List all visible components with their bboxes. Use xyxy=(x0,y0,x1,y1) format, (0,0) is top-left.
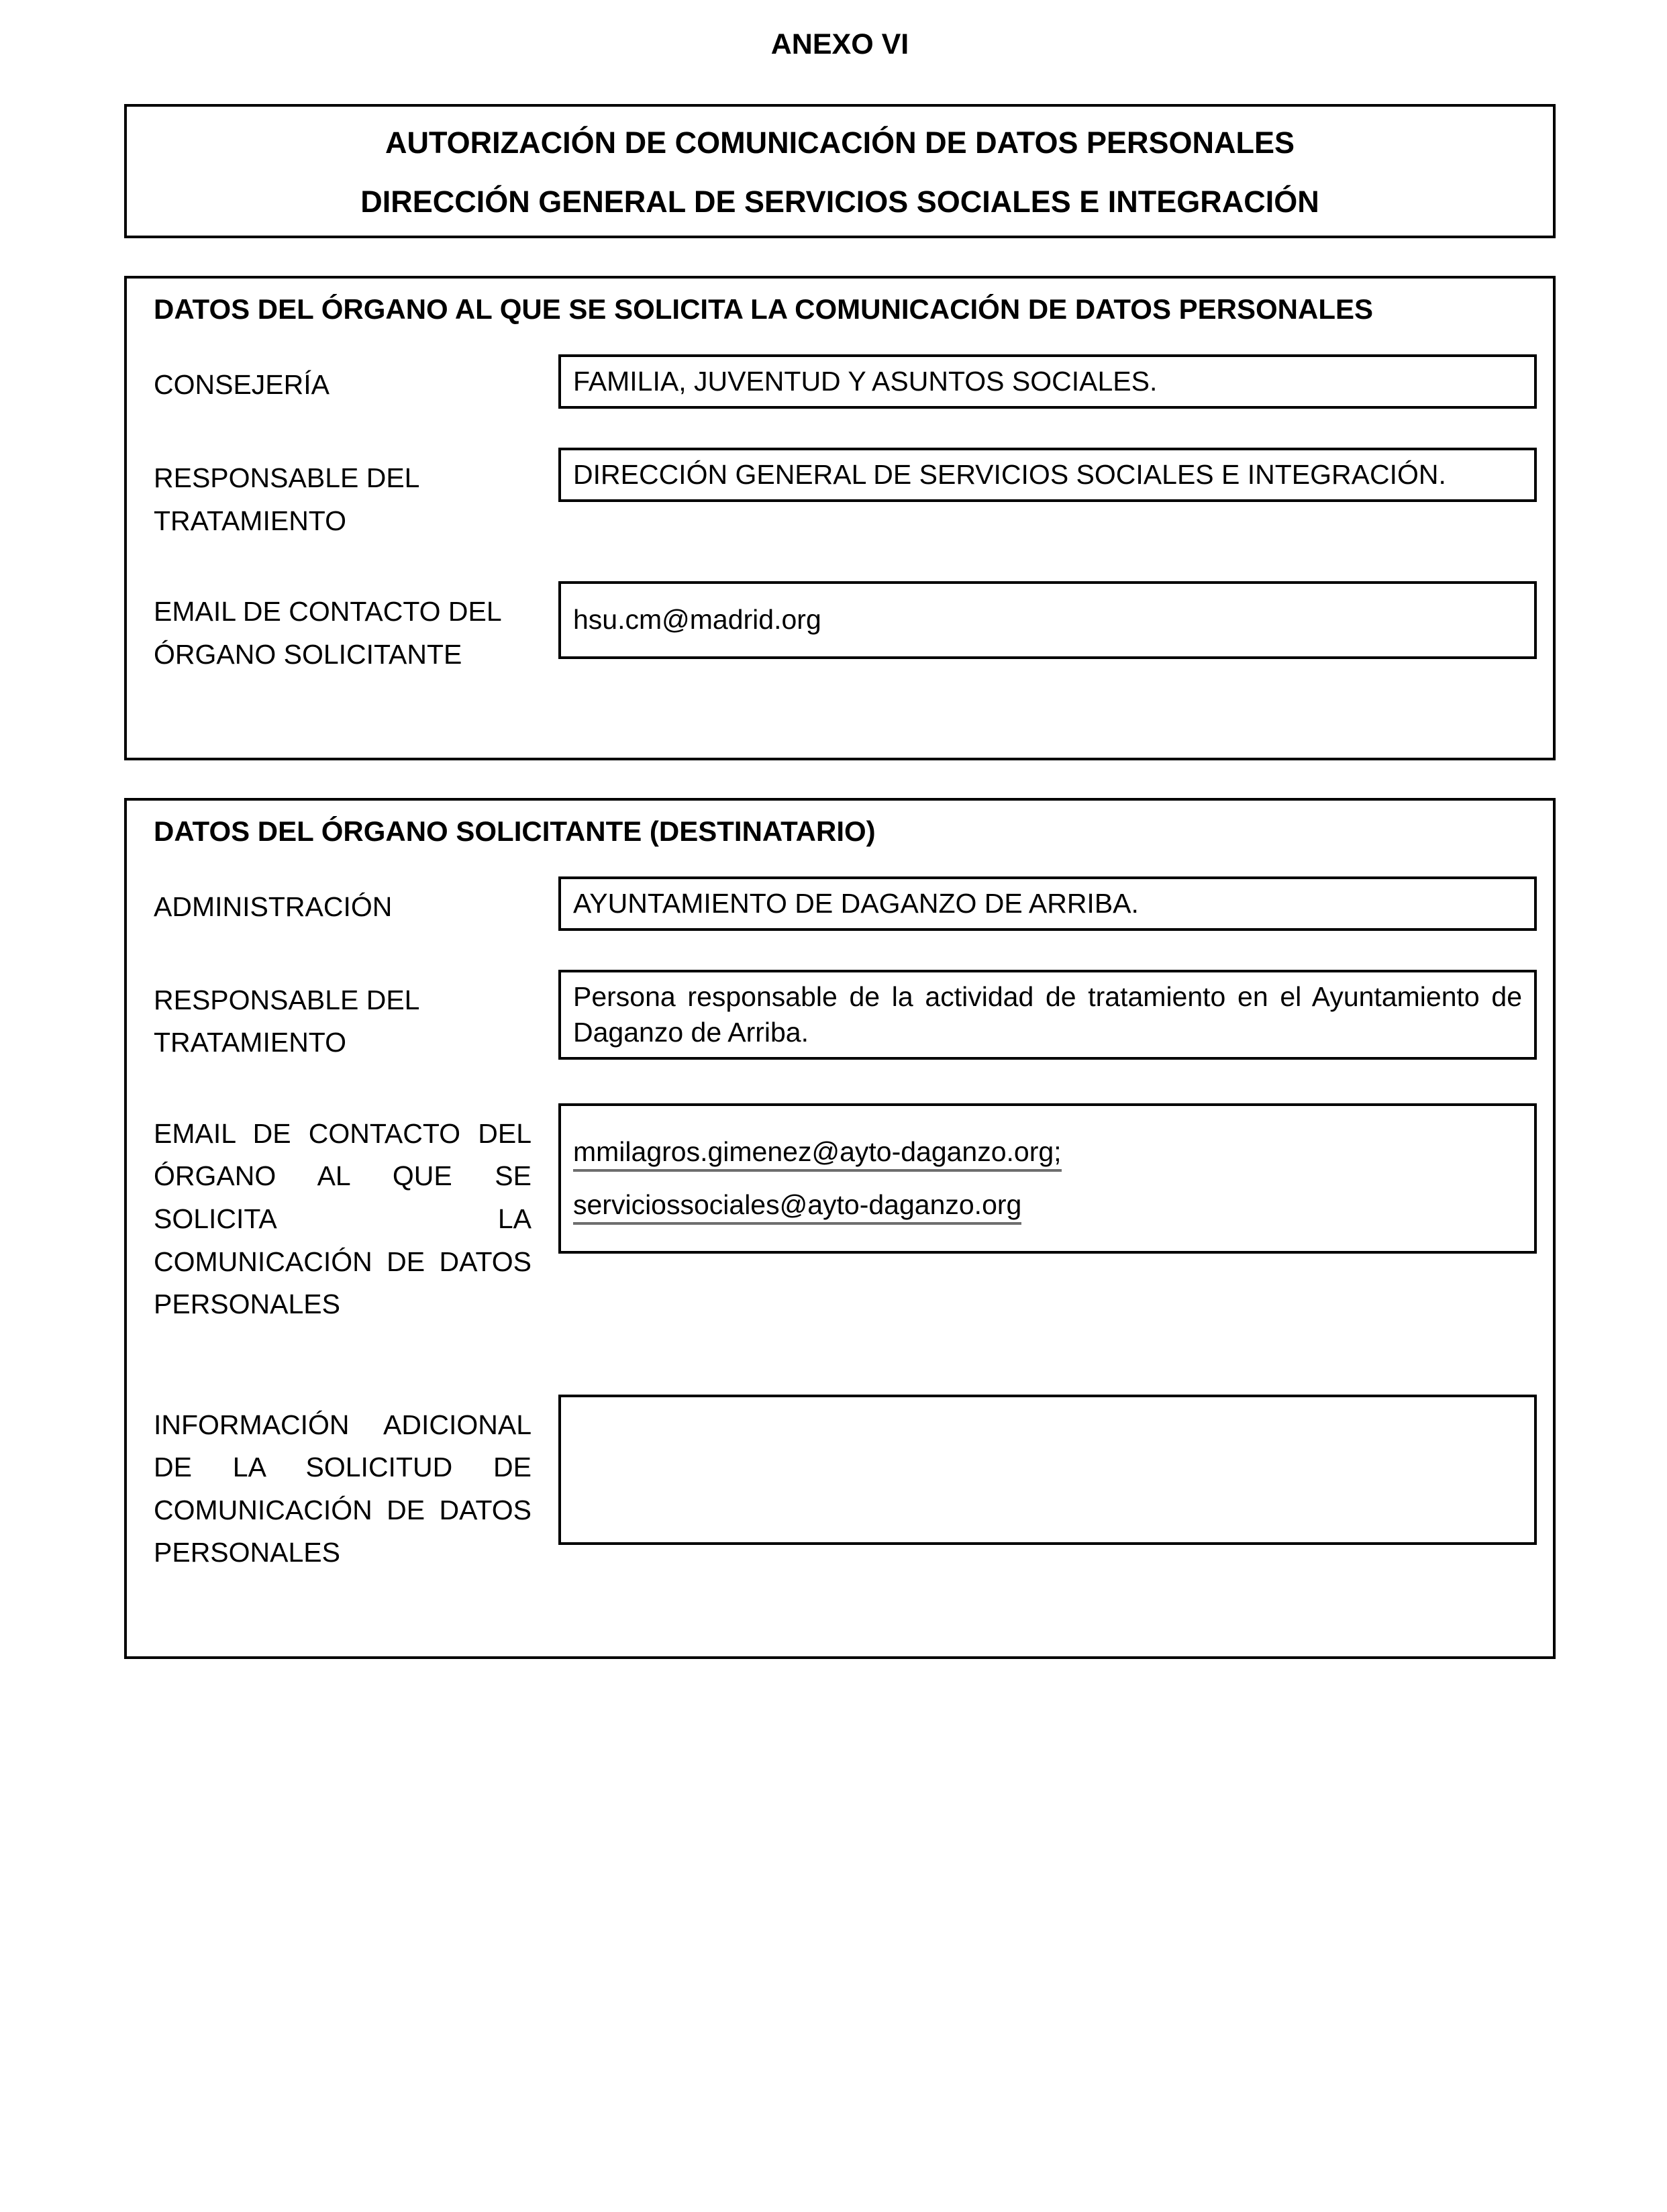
administracion-label: ADMINISTRACIÓN xyxy=(154,891,393,922)
row-responsable-tratamiento-1 xyxy=(146,448,1537,542)
consejeria-value: FAMILIA, JUVENTUD Y ASUNTOS SOCIALES. xyxy=(573,365,1158,397)
email-line-2 xyxy=(573,1187,1522,1223)
annex-title: ANEXO VI xyxy=(770,28,909,60)
section-requested-organ xyxy=(124,276,1556,760)
email-contacto-comunicacion-label: EMAIL DE CONTACTO DEL ÓRGANO AL QUE SE SOLICITA LA COMUNICACIÓN DE DATOS PERSONALES xyxy=(154,1117,532,1320)
row-administracion xyxy=(146,876,1537,931)
row-email-contacto-comunicacion xyxy=(146,1103,1537,1326)
email-contacto-solicitante-field xyxy=(558,581,1537,659)
section-requesting-organ-header: DATOS DEL ÓRGANO SOLICITANTE (DESTINATARIO) xyxy=(154,815,876,848)
row-email-contacto-solicitante xyxy=(146,581,1537,676)
row-responsable-tratamiento-2 xyxy=(146,970,1537,1064)
section-requesting-organ xyxy=(124,798,1556,1659)
responsable-tratamiento-label-1: RESPONSABLE DEL TRATAMIENTO xyxy=(154,462,419,536)
row-consejeria xyxy=(146,354,1537,409)
title-box xyxy=(124,104,1556,238)
email-contacto-solicitante-label: EMAIL DE CONTACTO DEL ÓRGANO SOLICITANTE xyxy=(154,596,501,670)
responsable-tratamiento-label-2: RESPONSABLE DEL TRATAMIENTO xyxy=(154,984,419,1058)
responsable-tratamiento-field-2: Persona responsable de la actividad de tratamiento en el Ayuntamiento de Daganzo de Arriba. xyxy=(558,970,1537,1060)
consejeria-field xyxy=(558,354,1537,409)
section-requested-organ-header: DATOS DEL ÓRGANO AL QUE SE SOLICITA LA COMUNICACIÓN DE DATOS PERSONALES xyxy=(154,293,1374,325)
responsable-tratamiento-field-1: DIRECCIÓN GENERAL DE SERVICIOS SOCIALES E INTEGRACIÓN. xyxy=(558,448,1537,502)
informacion-adicional-field xyxy=(558,1395,1537,1545)
consejeria-label: CONSEJERÍA xyxy=(154,368,330,400)
title-line-direction-general: DIRECCIÓN GENERAL DE SERVICIOS SOCIALES E INTEGRACIÓN xyxy=(360,185,1319,219)
email-link-serviciossociales[interactable]: serviciossociales@ayto-daganzo.org xyxy=(573,1189,1021,1225)
email-contacto-solicitante-value: hsu.cm@madrid.org xyxy=(573,604,821,636)
email-link-mmilagros[interactable]: mmilagros.gimenez@ayto-daganzo.org; xyxy=(573,1136,1062,1172)
administracion-field xyxy=(558,876,1537,931)
email-line-1 xyxy=(573,1134,1522,1170)
row-informacion-adicional xyxy=(146,1395,1537,1574)
informacion-adicional-label: INFORMACIÓN ADICIONAL DE LA SOLICITUD DE COMUNICACIÓN DE DATOS PERSONALES xyxy=(154,1409,532,1568)
title-line-authorization: AUTORIZACIÓN DE COMUNICACIÓN DE DATOS PERSONALES xyxy=(385,125,1295,160)
administracion-value: AYUNTAMIENTO DE DAGANZO DE ARRIBA. xyxy=(573,887,1139,919)
email-contacto-comunicacion-field xyxy=(558,1103,1537,1254)
